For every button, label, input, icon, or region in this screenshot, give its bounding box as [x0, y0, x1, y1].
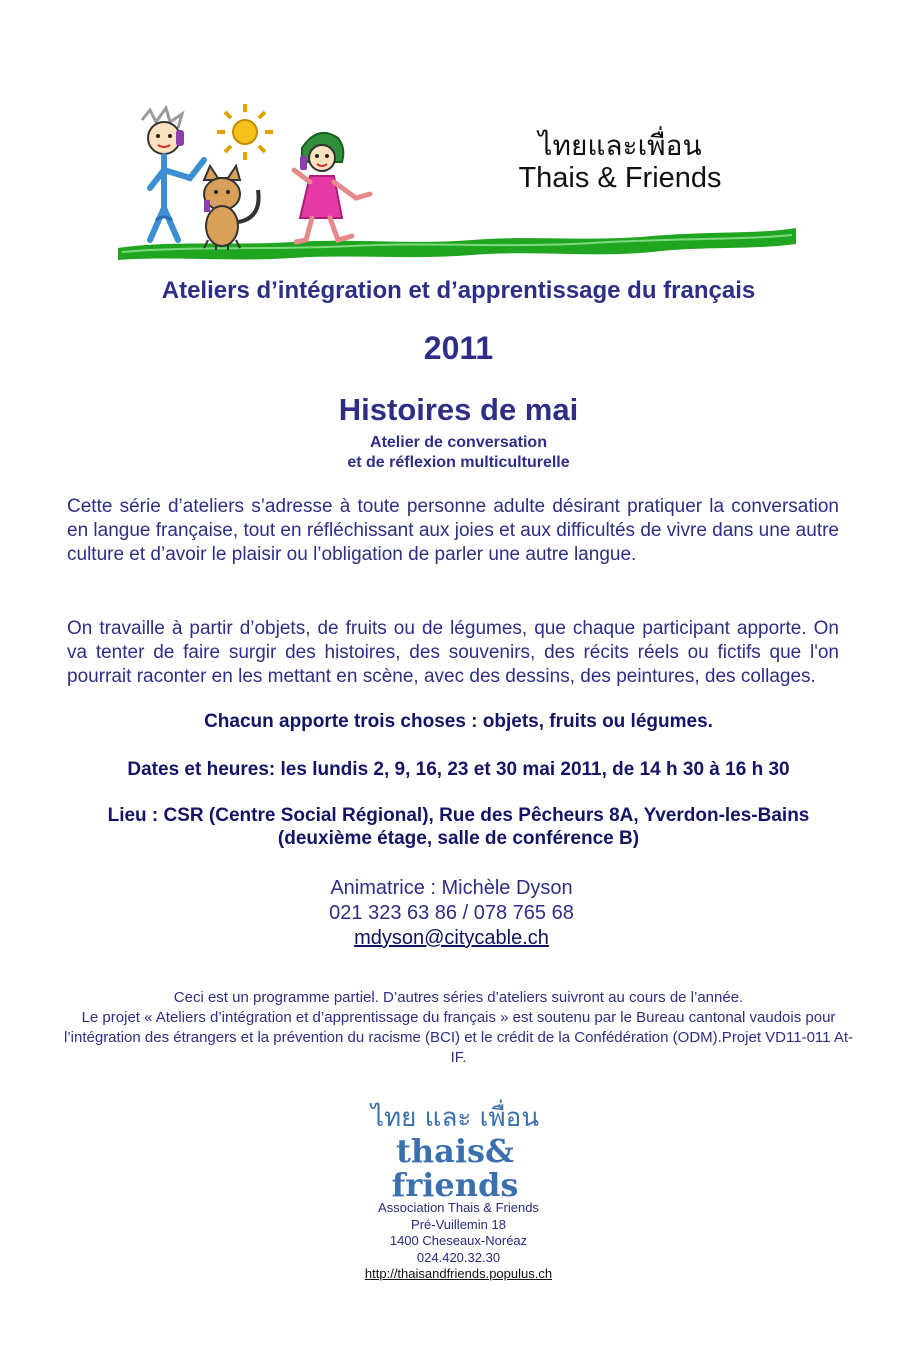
logo-bottom-line-1: thais&	[396, 1132, 514, 1170]
address-city: 1400 Cheseaux-Noréaz	[389, 1233, 528, 1248]
tagline-line-2: et de réflexion multiculturelle	[347, 454, 570, 471]
workshop-tagline	[0, 433, 917, 473]
bring-items-line: Chacun apporte trois choses : objets, fruits ou légumes.	[204, 711, 713, 732]
footer-note-line-2: Le projet « Ateliers d’intégration et d’apprentissage du français » est soutenu par le Bureau cantonal vaudois pour l’intégration des étrangers et la prévention du racisme (BCI) et le crédit de la Confédération (ODM).Projet VD11-011 At-IF.	[64, 1009, 853, 1066]
logo-bottom-thai: ไทย และ เพื่อน	[370, 1103, 540, 1133]
person-drawing-girl	[294, 133, 370, 242]
logo-bottom-line-2: friends	[391, 1166, 519, 1204]
method-paragraph: On travaille à partir d’objets, de fruits ou de légumes, que chaque participant apporte. On va tenter de faire surgir des histoires, des souvenirs, des récits réels ou fictifs que l'on pourrait raconter en les mettant en scène, avec des dessins, des peintures, des collages.	[67, 618, 839, 687]
address-name: Association Thais & Friends	[378, 1200, 539, 1215]
contact-block	[0, 876, 903, 951]
logo-thai-text: ไทยและเพื่อน	[538, 130, 702, 161]
location-line-2: (deuxième étage, salle de conférence B)	[277, 828, 640, 849]
person-drawing-left	[142, 108, 204, 240]
phone-numbers: 021 323 63 86 / 078 765 68	[329, 902, 574, 924]
address-phone: 024.420.32.30	[416, 1249, 501, 1265]
email-link[interactable]: mdyson@citycable.ch	[354, 927, 549, 949]
footer-note	[60, 988, 857, 1068]
dates-line: Dates et heures: les lundis 2, 9, 16, 23 et 30 mai 2011, de 14 h 30 à 16 h 30	[127, 759, 790, 780]
footer-note-line-1: Ceci est un programme partiel. D’autres séries d’ateliers suivront au cours de l’année.	[173, 989, 744, 1006]
tagline-line-1: Atelier de conversation	[370, 434, 547, 451]
address-street: Pré-Vuillemin 18	[411, 1216, 506, 1232]
sun-drawing	[217, 104, 273, 160]
website-link[interactable]: http://thaisandfriends.populus.ch	[364, 1266, 553, 1281]
workshop-title: Histoires de mai	[338, 392, 579, 427]
location-line-1: Lieu : CSR (Centre Social Régional), Rue des Pêcheurs 8A, Yverdon-les-Bains	[107, 805, 810, 826]
intro-paragraph: Cette série d’ateliers s’adresse à toute personne adulte désirant pratiquer la conversation en langue française, tout en réfléchissant aux joies et aux difficultés de vivre dans une autre culture et d’avoir le plaisir ou l’obligation de parler une autre langue.	[67, 496, 839, 565]
association-address	[0, 1200, 917, 1283]
location-block	[0, 804, 917, 850]
logo-name-text: Thais & Friends	[518, 162, 722, 194]
facilitator-name: Animatrice : Michèle Dyson	[330, 877, 573, 899]
thais-friends-logo	[370, 1096, 540, 1204]
year-title: 2011	[423, 330, 494, 366]
page-heading: Ateliers d’intégration et d’apprentissage du français	[161, 277, 756, 304]
cat-drawing	[204, 166, 259, 250]
